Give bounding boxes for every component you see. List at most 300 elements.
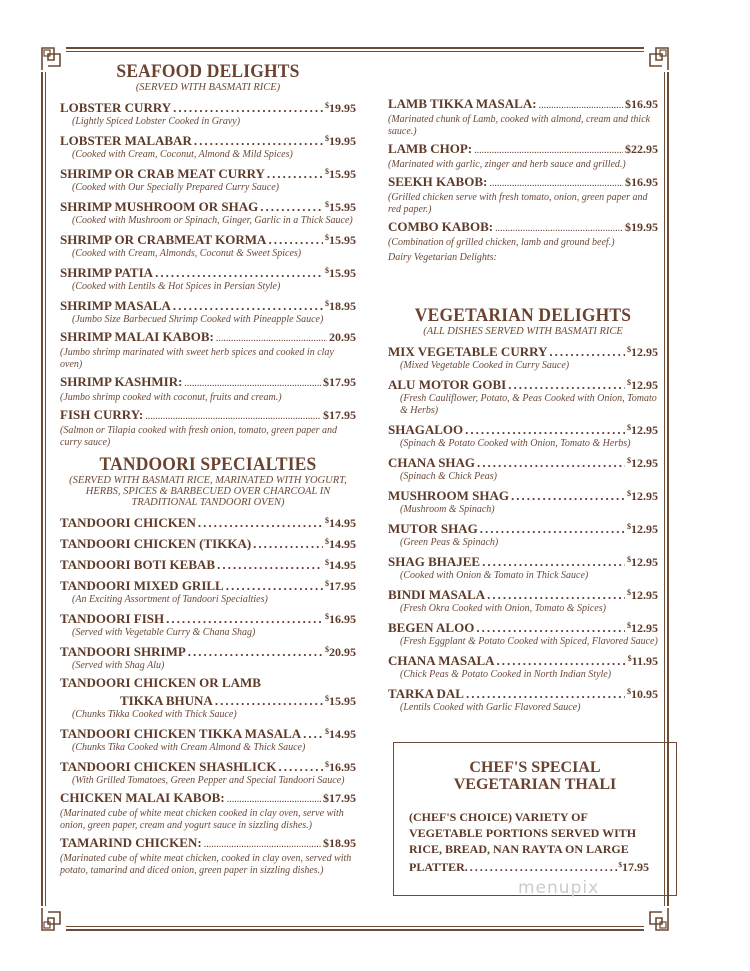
item-name: SHRIMP OR CRAB MEAT CURRY: [60, 166, 265, 181]
leader-dots: [173, 100, 323, 116]
menu-item: [388, 141, 658, 171]
item-description: (Lentils Cooked with Garlic Flavored Sauce): [400, 702, 581, 713]
item-name: COMBO KABOB:: [388, 219, 494, 234]
item-name-row: [388, 453, 658, 471]
price-value: 11.95: [631, 654, 658, 668]
item-name-row: [60, 263, 356, 281]
item-name-row: [60, 691, 356, 709]
currency-symbol: $: [325, 200, 329, 209]
currency-symbol: $: [325, 645, 329, 654]
menu-item: [60, 131, 356, 161]
item-name: TANDOORI SHRIMP: [60, 644, 186, 659]
menu-item: [388, 453, 658, 483]
menu-item: [388, 585, 658, 615]
item-description: (Spinach & Potato Cooked with Onion, Tomato & Herbs): [400, 438, 631, 449]
currency-symbol: $: [627, 555, 631, 564]
menu-item: [60, 374, 356, 404]
price-value: 15.95: [329, 694, 356, 708]
thali-body-line: VEGETABLE PORTIONS SERVED WITH: [409, 826, 637, 840]
item-name: LOBSTER MALABAR: [60, 133, 192, 148]
item-price: [625, 141, 658, 157]
item-name-row: [388, 552, 658, 570]
thali-body-line: (CHEF'S CHOICE) VARIETY OF: [409, 810, 588, 824]
item-name-row: [388, 519, 658, 537]
currency-symbol: $: [325, 134, 329, 143]
item-description: (Chick Peas & Potato Cooked in North Indian Style): [400, 669, 612, 680]
currency-symbol: $: [627, 423, 631, 432]
item-name: SHRIMP MUSHROOM OR SHAG: [60, 199, 259, 214]
item-name: CHICKEN MALAI KABOB:: [60, 790, 225, 805]
vegetarian-section: [388, 306, 658, 714]
price-value: $18.95: [323, 836, 356, 850]
leader-dots: [474, 143, 623, 159]
item-name: TANDOORI CHICKEN: [60, 515, 196, 530]
leader-dots: [268, 232, 323, 248]
item-name: MUTOR SHAG: [388, 521, 478, 536]
item-description: (Jumbo Size Barbecued Shrimp Cooked with Pineapple Sauce): [72, 314, 324, 325]
menu-item: [60, 555, 356, 573]
item-name-row: [60, 675, 356, 691]
left-column: [60, 62, 356, 880]
leader-dots: [194, 133, 323, 149]
menu-item: [388, 552, 658, 582]
section-subtitle: (ALL DISHES SERVED WITH BASMATI RICE: [423, 326, 623, 337]
price-value: 19.95: [329, 134, 356, 148]
item-name-row: [60, 576, 356, 594]
section-title: VEGETARIAN DELIGHTS: [414, 305, 632, 326]
leader-dots: [487, 587, 625, 603]
currency-symbol: $: [627, 588, 631, 597]
menu-item: [60, 642, 356, 672]
section-title: TANDOORI SPECIALTIES: [99, 454, 317, 475]
price-value: 17.95: [329, 579, 356, 593]
corner-knot-icon: [40, 906, 66, 932]
item-description: (Fresh Okra Cooked with Onion, Tomato & Spices): [400, 603, 606, 614]
item-description: (An Exciting Assortment of Tandoori Specialties): [72, 594, 268, 605]
currency-symbol: $: [627, 654, 632, 663]
item-name: MUSHROOM SHAG: [388, 488, 509, 503]
currency-symbol: $: [325, 579, 329, 588]
item-name: TANDOORI CHICKEN SHASHLICK: [60, 759, 277, 774]
item-name-row: [388, 420, 658, 438]
leader-dots: [549, 344, 625, 360]
menu-item: [60, 757, 356, 787]
item-name: CHANA SHAG: [388, 455, 476, 470]
item-name-row: [60, 374, 356, 392]
price-value: $17.95: [323, 375, 356, 389]
leader-dots: [216, 331, 327, 347]
item-name-row: [388, 618, 658, 636]
item-name: TANDOORI CHICKEN OR LAMB: [60, 675, 261, 690]
menu-item: [388, 651, 658, 681]
item-description: (Grilled chicken serve with fresh tomato, onion, green paper and red paper.): [388, 192, 648, 215]
item-description: (Cooked with Cream, Coconut, Almond & Mild Spices): [72, 149, 293, 160]
section-subtitle: (SERVED WITH BASMATI RICE): [135, 82, 281, 93]
item-name: SHAG BHAJEE: [388, 554, 481, 569]
watermark: menupix: [518, 878, 600, 898]
item-description: (Salmon or Tilapia cooked with fresh onion, tomato, green paper and curry sauce): [60, 425, 338, 448]
item-name: TANDOORI MIXED GRILL: [60, 578, 224, 593]
seafood-item-list: [60, 98, 356, 449]
currency-symbol: $: [627, 456, 631, 465]
item-price: [625, 96, 658, 112]
section-subtitle: (SERVED WITH BASMATI RICE, MARINATED WITH YOGURT, HERBS, SPICES & BARBECUED OVER CHARCOAL IN TRADITIONAL TANDOORI OVEN): [69, 475, 347, 508]
item-price: [325, 609, 356, 627]
item-description: (Cooked with Mushroom or Spinach, Ginger, Garlic in a Thick Sauce): [72, 215, 353, 226]
item-description: (Served with Vegetable Curry & Chana Shag): [72, 627, 256, 638]
leader-dots: [489, 176, 623, 192]
item-price: [627, 420, 658, 438]
price-value: 19.95: [329, 101, 356, 115]
price-value: 12.95: [631, 423, 658, 437]
leader-dots: [480, 521, 625, 537]
currency-symbol: $: [325, 760, 329, 769]
item-price: [323, 374, 356, 390]
leader-dots: [539, 98, 623, 114]
menu-item: [388, 174, 658, 216]
menu-item: [60, 576, 356, 606]
price-value: $16.95: [625, 175, 658, 189]
item-name: FISH CURRY:: [60, 407, 144, 422]
currency-symbol: $: [325, 167, 329, 176]
item-price: [625, 219, 658, 235]
item-name-row: [60, 197, 356, 215]
price-value: 12.95: [631, 345, 658, 359]
lamb-item-list: [388, 96, 658, 249]
price-value: 17.95: [622, 860, 649, 874]
price-value: 12.95: [631, 456, 658, 470]
item-price: [627, 375, 658, 393]
price-value: 12.95: [631, 378, 658, 392]
menu-item: [388, 519, 658, 549]
currency-symbol: $: [627, 522, 631, 531]
price-value: 14.95: [329, 558, 356, 572]
item-name-row: [388, 375, 658, 393]
menu-item: [388, 618, 658, 648]
price-value: $16.95: [625, 97, 658, 111]
item-name: LAMB TIKKA MASALA:: [388, 96, 537, 111]
menu-item: [388, 420, 658, 450]
leader-dots: [260, 199, 323, 215]
tandoori-item-list: [60, 513, 356, 877]
item-description: (Served with Shag Alu): [72, 660, 165, 671]
thali-title-line: VEGETARIAN THALI: [453, 776, 617, 793]
menu-item: [60, 835, 356, 877]
leader-dots: [204, 837, 321, 853]
item-name-row: [388, 219, 658, 237]
item-price: [325, 576, 356, 594]
leader-dots: [476, 620, 625, 636]
item-description: (Combination of grilled chicken, lamb and ground beef.): [388, 237, 615, 248]
item-name-row: [60, 835, 356, 853]
leader-dots: [495, 221, 623, 237]
item-name-row: [60, 164, 356, 182]
item-description: (Chunks Tikka Cooked with Thick Sauce): [72, 709, 237, 720]
menu-item: [60, 407, 356, 449]
leader-dots: [267, 166, 323, 182]
item-name: SHAGALOO: [388, 422, 464, 437]
item-price: [627, 342, 658, 360]
item-price: [627, 585, 658, 603]
thali-body-line: RICE, BREAD, NAN RAYTA ON LARGE: [409, 842, 629, 856]
price-value: 16.95: [329, 612, 356, 626]
price-value: 12.95: [631, 489, 658, 503]
item-description: (Marinated cube of white meat chicken, cooked in clay oven, served with potato, tamarind and diced onion, green paper in sizzling dishes.): [60, 853, 352, 876]
item-description: (Mushroom & Spinach): [400, 504, 495, 515]
currency-symbol: $: [325, 558, 329, 567]
item-name-row: [388, 174, 658, 192]
item-price: [325, 263, 356, 281]
item-description: (Cooked with Onion & Tomato in Thick Sauce): [400, 570, 589, 581]
thali-body-line: PLATTER: [409, 860, 465, 874]
item-price: [627, 684, 658, 702]
item-name-row: [388, 585, 658, 603]
item-name-row: [60, 513, 356, 531]
item-price: [325, 642, 356, 660]
currency-symbol: $: [627, 378, 631, 387]
leader-dots: [173, 298, 323, 314]
item-description: (Lightly Spiced Lobster Cooked in Gravy): [72, 116, 241, 127]
item-name: TANDOORI CHICKEN (TIKKA): [60, 536, 252, 551]
price-value: $22.95: [625, 142, 658, 156]
item-price: [325, 757, 356, 775]
item-price: [325, 534, 356, 552]
menu-item: [388, 96, 658, 138]
currency-symbol: $: [627, 687, 631, 696]
currency-symbol: $: [627, 621, 631, 630]
item-name-row: [60, 296, 356, 314]
item-price: [627, 552, 658, 570]
item-price: [325, 724, 356, 742]
item-price: [329, 329, 356, 345]
item-name: MIX VEGETABLE CURRY: [388, 344, 548, 359]
leader-dots: [227, 792, 321, 808]
item-name-row: [60, 230, 356, 248]
item-description: (Cooked with Cream, Almonds, Coconut & Sweet Spices): [72, 248, 302, 259]
item-name: TAMARIND CHICKEN:: [60, 835, 202, 850]
seafood-section: [60, 62, 356, 449]
leader-dots: [253, 536, 323, 552]
menu-item: [60, 609, 356, 639]
corner-knot-icon: [644, 906, 670, 932]
item-name-row: [60, 555, 356, 573]
menu-item: [60, 197, 356, 227]
thali-price: [619, 857, 650, 875]
price-value: 16.95: [329, 760, 356, 774]
item-name: TANDOORI CHICKEN TIKKA MASALA: [60, 726, 302, 741]
menu-item: [60, 534, 356, 552]
item-description: (Marinated chunk of Lamb, cooked with almond, cream and thick sauce.): [388, 114, 651, 137]
price-value: 15.95: [329, 233, 356, 247]
leader-dots: [482, 554, 625, 570]
currency-symbol: $: [325, 727, 329, 736]
menu-item: [60, 329, 356, 371]
price-value: 15.95: [329, 167, 356, 181]
item-name-row: [388, 486, 658, 504]
item-price: [323, 790, 356, 806]
menu-item: [388, 219, 658, 249]
leader-dots: [477, 455, 625, 471]
price-value: 15.95: [329, 266, 356, 280]
currency-symbol: $: [627, 489, 631, 498]
leader-dots: [465, 422, 625, 438]
price-value: $19.95: [625, 220, 658, 234]
item-price: [323, 407, 356, 423]
item-name: SHRIMP OR CRABMEAT KORMA: [60, 232, 267, 247]
item-price: [325, 197, 356, 215]
price-value: 14.95: [329, 727, 356, 741]
item-name: TARKA DAL: [388, 686, 464, 701]
price-value: 12.95: [631, 621, 658, 635]
item-description: (Fresh Cauliflower, Potato, & Peas Cooked with Onion, Tomato & Herbs): [400, 393, 657, 416]
price-value: $17.95: [323, 408, 356, 422]
vegetarian-item-list: [388, 342, 658, 714]
price-value: 14.95: [329, 537, 356, 551]
currency-symbol: $: [325, 299, 329, 308]
leader-dots: [508, 377, 625, 393]
item-name: SHRIMP PATIA: [60, 265, 154, 280]
item-name-row: [60, 757, 356, 775]
price-value: 18.95: [329, 299, 356, 313]
item-name-row: [388, 684, 658, 702]
currency-symbol: $: [325, 233, 329, 242]
price-value: 15.95: [329, 200, 356, 214]
item-name: BEGEN ALOO: [388, 620, 475, 635]
item-description: (Jumbo shrimp cooked with coconut, fruits and cream.): [60, 392, 282, 403]
item-name-row: [388, 651, 658, 669]
price-value: 20.95: [329, 330, 356, 344]
thali-title: [394, 759, 676, 793]
item-description: (Fresh Eggplant & Potato Cooked with Spiced, Flavored Sauce): [400, 636, 658, 647]
leader-dots: [303, 726, 323, 742]
item-description: (Spinach & Chick Peas): [400, 471, 497, 482]
currency-symbol: $: [325, 101, 329, 110]
menu-item: [388, 375, 658, 417]
item-price: [627, 453, 658, 471]
item-name-row: [60, 534, 356, 552]
leader-dots: [278, 759, 323, 775]
item-price: [325, 691, 356, 709]
item-price: [625, 174, 658, 190]
leader-dots: [226, 578, 323, 594]
item-price: [325, 164, 356, 182]
thali-price-row: [409, 857, 649, 875]
item-name-row: [388, 96, 658, 114]
price-value: 20.95: [329, 645, 356, 659]
item-name: SEEKH KABOB:: [388, 174, 488, 189]
lamb-kabob-section: [388, 96, 658, 264]
item-name: SHRIMP MASALA: [60, 298, 171, 313]
item-name: CHANA MASALA: [388, 653, 495, 668]
item-description: (Cooked with Our Specially Prepared Curry Sauce): [72, 182, 279, 193]
price-value: 12.95: [631, 522, 658, 536]
leader-dots: [184, 376, 321, 392]
item-description: (Green Peas & Spinach): [400, 537, 499, 548]
item-description: (Cooked with Lentils & Hot Spices in Persian Style): [72, 281, 281, 292]
currency-symbol: $: [325, 516, 329, 525]
thali-description: [409, 809, 649, 875]
item-name-row: [388, 141, 658, 159]
item-description: (Mixed Vegetable Cooked in Curry Sauce): [400, 360, 570, 371]
leader-dots: [155, 265, 323, 281]
item-price: [325, 131, 356, 149]
currency-symbol: $: [325, 694, 329, 703]
item-name-row: [60, 329, 356, 347]
item-name: SHRIMP KASHMIR:: [60, 374, 183, 389]
leader-dots: [188, 644, 323, 660]
menu-item: [60, 164, 356, 194]
leader-dots: [217, 557, 323, 573]
item-price: [627, 618, 658, 636]
item-description: (Chunks Tika Cooked with Cream Almond & Thick Sauce): [72, 742, 306, 753]
leader-dots: [511, 488, 625, 504]
currency-symbol: $: [325, 266, 329, 275]
menu-item: [60, 296, 356, 326]
item-name-row: [60, 609, 356, 627]
thali-title-line: CHEF'S SPECIAL: [469, 759, 601, 776]
item-price: [628, 651, 658, 669]
item-price: [325, 296, 356, 314]
chefs-special-thali-box: [393, 742, 677, 896]
item-name: ALU MOTOR GOBI: [388, 377, 507, 392]
menu-item: [60, 230, 356, 260]
item-name: TANDOORI FISH: [60, 611, 165, 626]
item-description: (Marinated with garlic, zinger and herb sauce and grilled.): [388, 159, 626, 170]
item-price: [325, 98, 356, 116]
item-name-row: [60, 642, 356, 660]
item-name: TIKKA BHUNA: [120, 693, 213, 708]
menu-item: [60, 98, 356, 128]
item-name: LAMB CHOP:: [388, 141, 473, 156]
item-description: (With Grilled Tomatoes, Green Pepper and Special Tandoori Sauce): [72, 775, 345, 786]
item-description: (Jumbo shrimp marinated with sweet herb spices and cooked in clay oven): [60, 347, 334, 370]
menu-item: [60, 675, 356, 721]
item-description: (Marinated cube of white meat chicken cooked in clay oven, serve with onion, green paper, cream and yogurt sauce in sizzling dishes.): [60, 808, 344, 831]
price-value: 10.95: [631, 687, 658, 701]
currency-symbol: $: [325, 612, 329, 621]
menu-item: [60, 724, 356, 754]
leader-dots: [497, 653, 626, 669]
price-value: 12.95: [631, 555, 658, 569]
price-value: 14.95: [329, 516, 356, 530]
leader-dots: [166, 611, 323, 627]
item-name: BINDI MASALA: [388, 587, 486, 602]
item-name-row: [60, 131, 356, 149]
item-price: [325, 230, 356, 248]
leader-dots: [198, 515, 323, 531]
item-price: [325, 513, 356, 531]
currency-symbol: $: [618, 861, 622, 869]
section-title: SEAFOOD DELIGHTS: [116, 61, 300, 82]
item-price: [627, 486, 658, 504]
menu-item: [388, 684, 658, 714]
item-name-row: [60, 407, 356, 425]
leader-dots: [465, 859, 619, 875]
tandoori-section: [60, 455, 356, 877]
menu-item: [60, 513, 356, 531]
menu-item: [60, 263, 356, 293]
menu-item: [388, 486, 658, 516]
item-name-row: [60, 98, 356, 116]
item-name: SHRIMP MALAI KABOB:: [60, 329, 214, 344]
item-name-row: [60, 724, 356, 742]
price-value: 12.95: [631, 588, 658, 602]
leader-dots: [145, 409, 321, 425]
leader-dots: [215, 693, 323, 709]
menu-item: [60, 790, 356, 832]
currency-symbol: $: [627, 345, 631, 354]
item-name-row: [60, 790, 356, 808]
